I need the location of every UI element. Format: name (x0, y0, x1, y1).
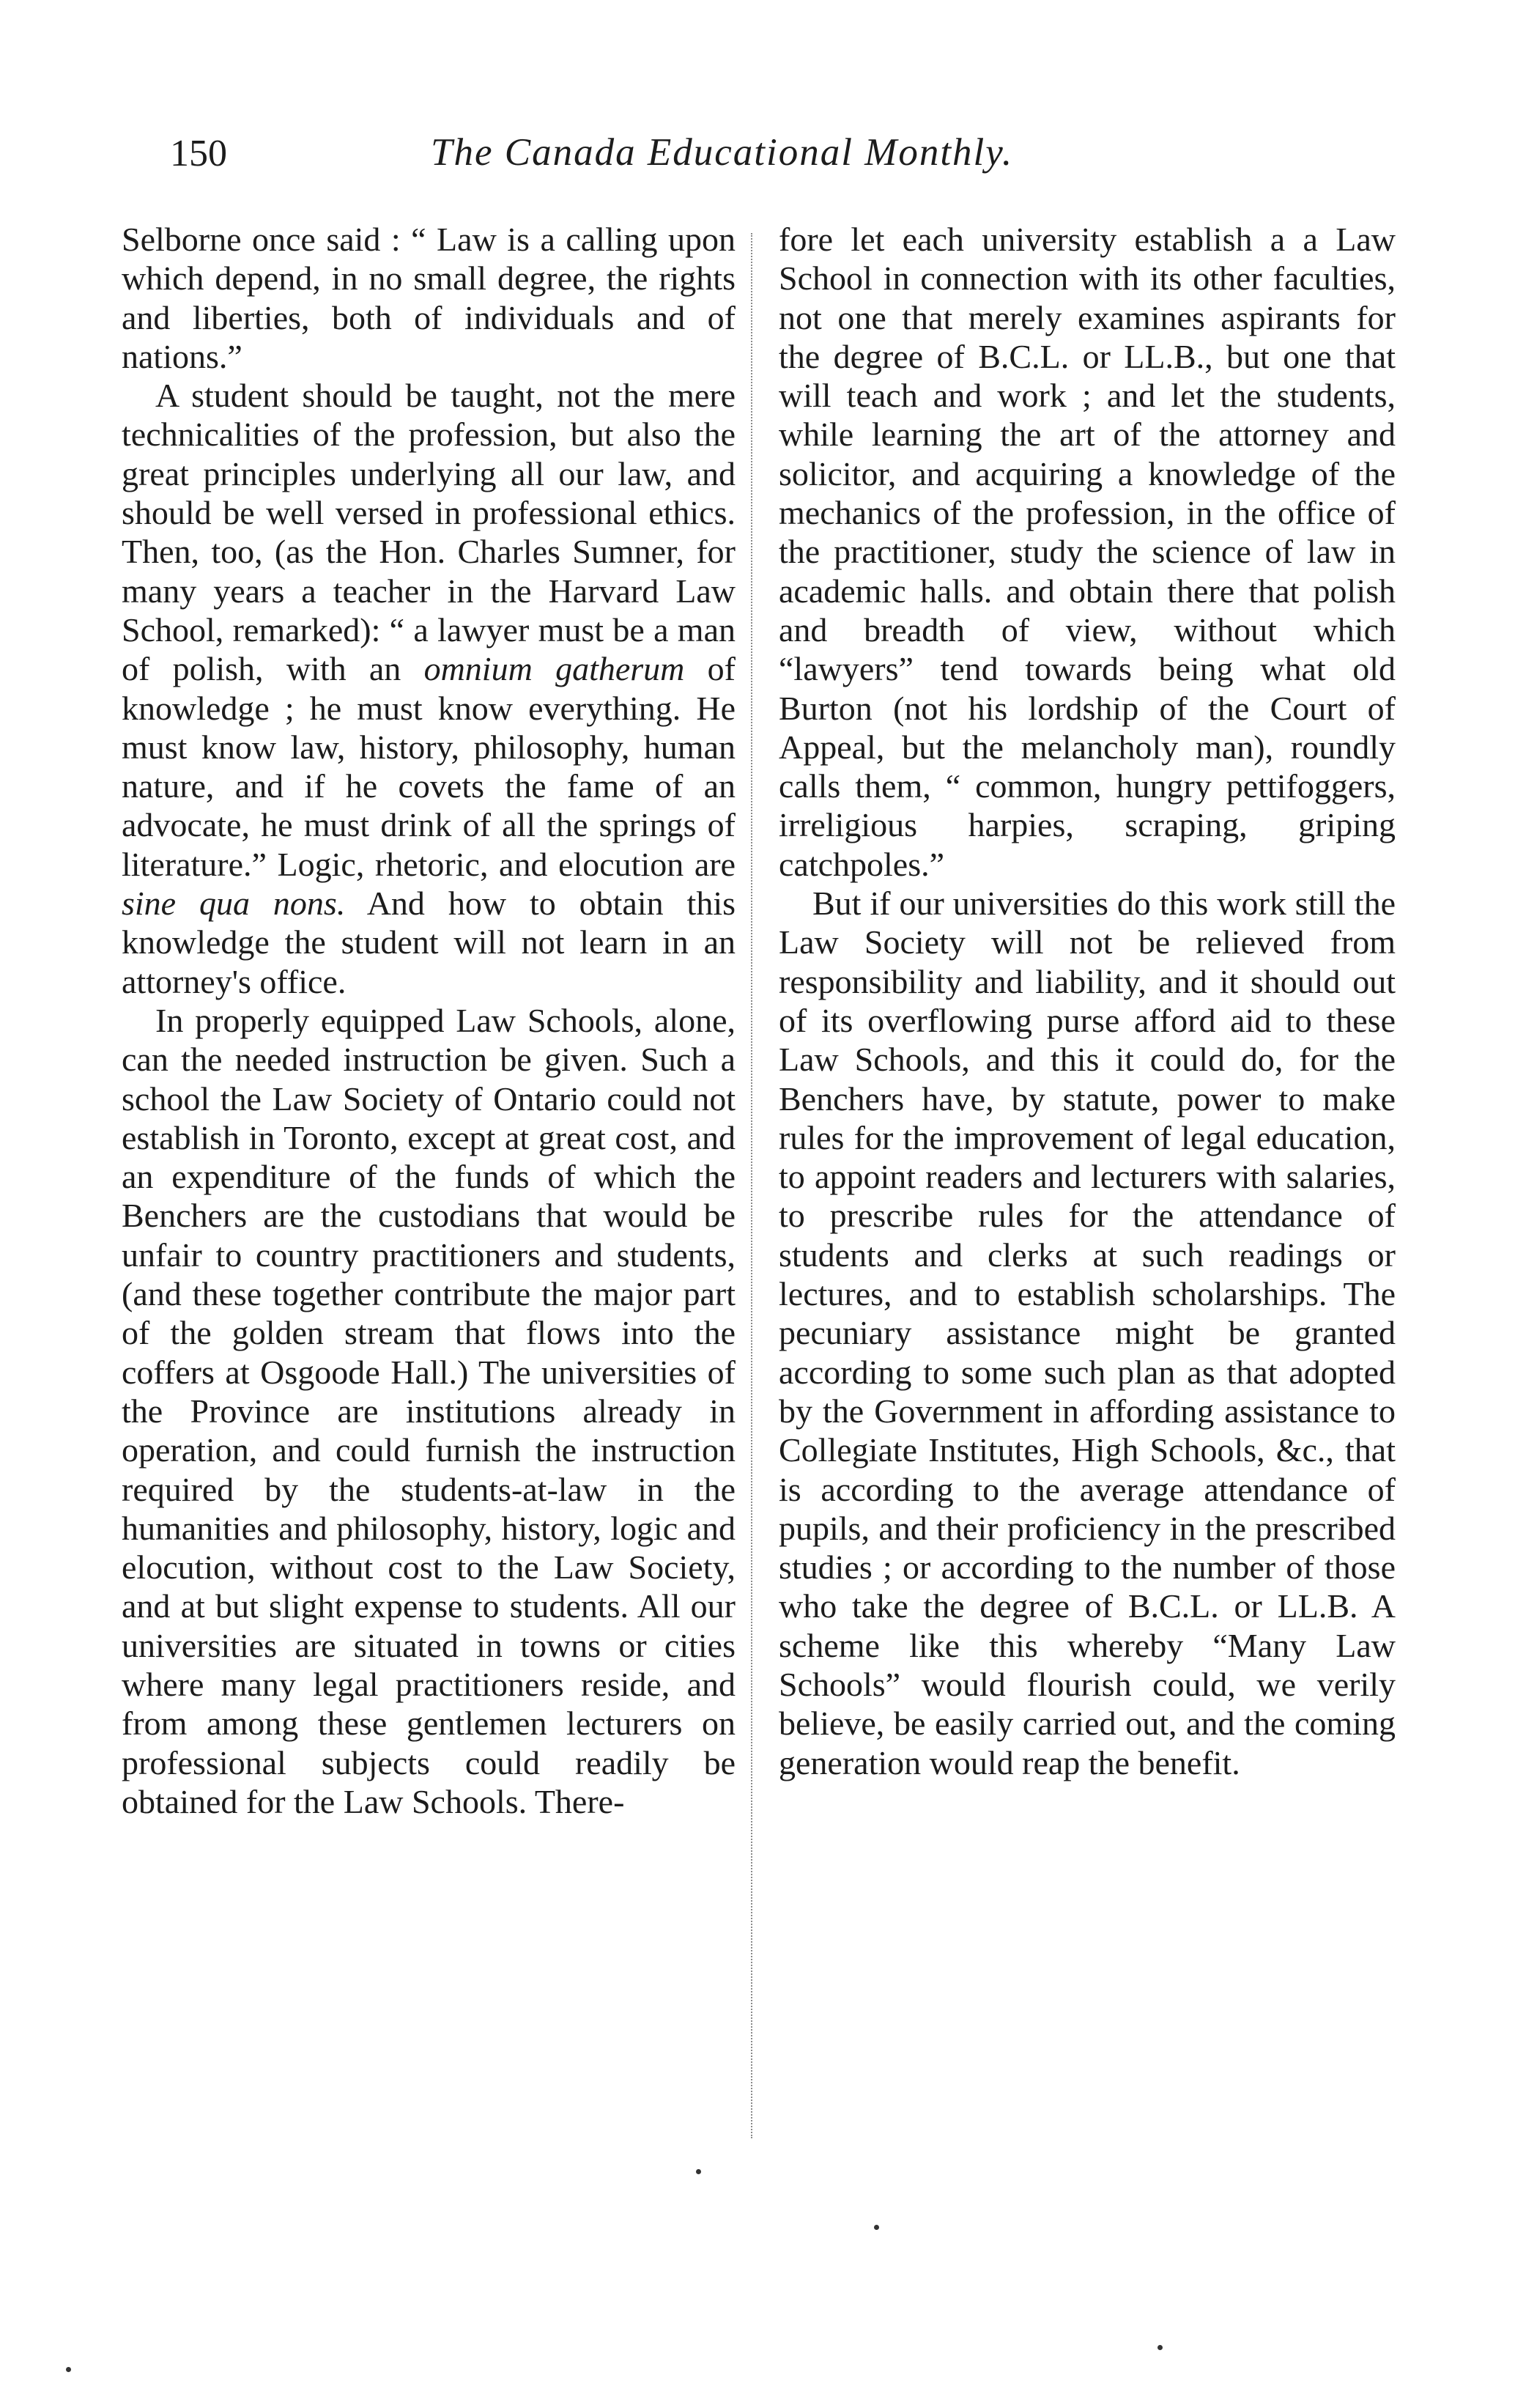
ink-speck (1157, 2345, 1163, 2350)
right-column (779, 220, 1396, 1782)
paragraph-text: fore let each university establish a a Law School in connection with its other faculties, not one that merely examines aspirants for the degree of B.C.L. or LL.B., but one that will teach and work ; and let the students, while learning the art of the attorney and solicitor, and acquiring a knowledge of the mechanics of the profession, in the office of the practitioner, study the science of law in academic halls. and obtain there that polish and breadth of view, without which “lawyers” tend towards being what old Burton (not his lordship of the Court of Appeal, but the melancholy man), roundly calls them, “ common, hungry pettifoggers, irreligious harpies, scraping, griping catchpoles.” (779, 221, 1396, 883)
ink-speck (874, 2225, 879, 2230)
column-divider (751, 233, 752, 2138)
ink-speck (66, 2367, 71, 2372)
paragraph-text: Selborne once said : “ Law is a calling upon which depend, in no small degree, the rights and liberties, both of individuals and of nations.” (122, 221, 736, 375)
paragraph (779, 884, 1396, 1782)
paragraph-text: And how to obtain this knowledge the student will not learn in an attorney's office. (122, 884, 736, 1000)
left-column (122, 220, 736, 1821)
latin-phrase: omnium gatherum (423, 650, 685, 688)
paragraph-text: A student should be taught, not the mere technicalities of the profession, but also the great principles underlying all our law, and should be well versed in professional ethics. Then, too, (as the Hon. Charles Sumner, for many years a teacher in the Harvard Law School, remarked): “ a lawyer must be a man of polish, with an (122, 377, 736, 688)
paragraph-text: In properly equipped Law Schools, alone, can the needed instruction be given. Such a school the Law Society of Ontario could not establish in Toronto, except at great cost, and an expenditure of the funds of which the Benchers are the custodians that would be unfair to country practitioners and students, (and these together contribute the major part of the golden stream that flows into the coffers at Osgoode Hall.) The universities of the Province are institutions already in operation, and could furnish the instruction required by the students-at-law in the humanities and philosophy, history, logic and elocution, without cost to the Law Society, and at but slight expense to students. All our universities are situated in towns or cities where many legal practitioners reside, and from among these gentlemen lecturers on professional subjects could readily be obtained for the Law Schools. There- (122, 1001, 736, 1820)
paragraph (122, 376, 736, 1001)
paragraph (122, 1001, 736, 1821)
running-head: The Canada Educational Monthly. (431, 131, 1014, 174)
page-number: 150 (170, 133, 227, 174)
latin-phrase: sine qua nons. (122, 884, 346, 923)
ink-speck (696, 2169, 701, 2174)
paragraph (779, 220, 1396, 884)
paragraph-text: of knowledge ; he must know everything. He must know law, history, philosophy, human nature, and if he covets the fame of an advocate, he must drink of all the springs of literature.” Logic, rhetoric, and elocution are (122, 650, 736, 883)
paragraph-text: But if our universities do this work still the Law Society will not be relieved from responsibility and liability, and it should out of its overflowing purse afford aid to these Law Schools, and this it could do, for the Benchers have, by statute, power to make rules for the improvement of legal education, to appoint readers and lecturers with salaries, to prescribe rules for the attendance of students and clerks at such readings or lectures, and to establish scholarships. The pecuniary assistance might be granted according to some such plan as that adopted by the Government in affording assistance to Collegiate Institutes, High Schools, &c., that is according to the average attendance of pupils, and their proficiency in the prescribed studies ; or according to the number of those who take the degree of B.C.L. or LL.B. A scheme like this whereby “Many Law Schools” would flourish could, we verily believe, be easily carried out, and the coming generation would reap the benefit. (779, 884, 1396, 1781)
page-header (0, 0, 1515, 191)
paragraph (122, 220, 736, 376)
